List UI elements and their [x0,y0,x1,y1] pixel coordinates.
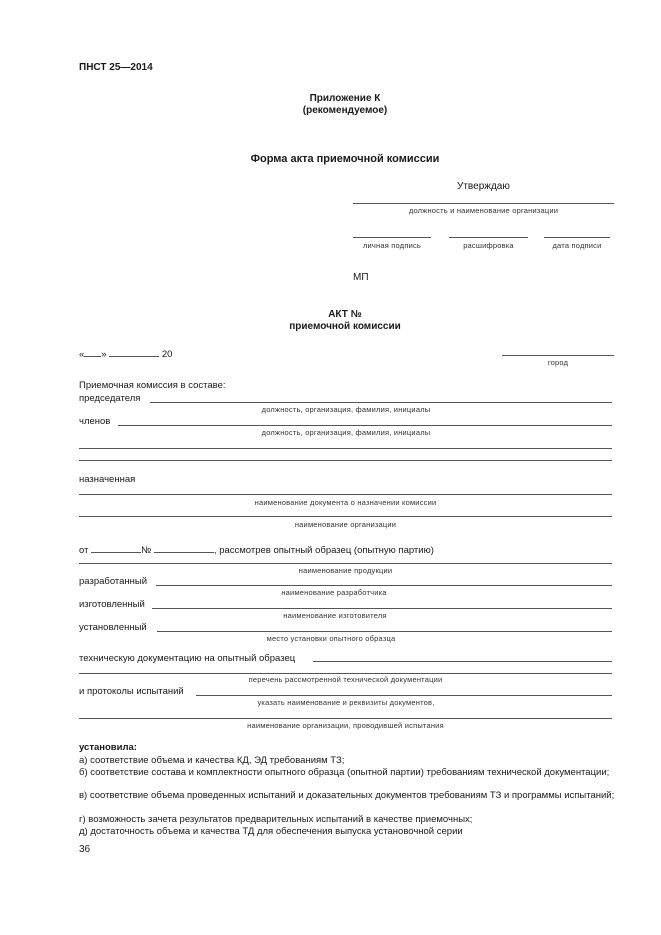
appointed-caption: наименование документа о назначении комиссии [254,498,437,507]
from-label: от [79,545,89,556]
finding-e: д) достаточность объема и качества ТД для обеспечения выпуска установочной серии [79,826,463,837]
position-line [353,203,614,204]
protocols-caption: указать наименование и реквизиты документов, [257,698,435,707]
developed-label: разработанный [79,576,148,587]
from-date-blank [91,542,141,553]
members-label: членов [79,416,111,427]
signature-caption: личная подпись [362,241,422,250]
commission-intro: Приемочная комиссия в составе: [79,380,226,391]
appointed-label: назначенная [79,474,136,485]
members-caption: должность, организация, фамилия, инициалы [261,428,431,437]
tech-doc-label: техническую документацию на опытный образец [79,653,296,664]
finding-c: в) соответствие объема проведенных испытаний и доказательных документов требованиям ТЗ и программы испытаний; [79,790,615,801]
city-line [502,355,614,356]
test-org-caption: наименование организации, проводившей испытания [247,721,444,730]
members-line-2 [79,448,612,449]
reviewed-text: , рассмотрев опытный образец (опытную партию) [213,545,434,556]
year-prefix: 20 [161,349,173,360]
protocols-label: и протоколы испытаний [79,686,184,697]
chairman-line [150,402,612,403]
close-quote: » [101,349,107,360]
date-field [79,346,172,360]
signature-line [353,237,431,238]
number-blank [154,542,214,553]
number-label: № [141,545,152,556]
developer-caption: наименование разработчика [281,588,387,597]
finding-d: г) возможность зачета результатов предварительных испытаний в качестве приемочных; [79,814,473,825]
protocols-line [196,695,612,696]
form-title: Форма акта приемочной комиссии [250,153,440,165]
date-caption: дата подписи [552,241,602,250]
appendix-note: (рекомендуемое) [302,105,388,116]
stamp-label: МП [353,272,369,283]
org-caption: наименование организации [294,520,397,529]
manufacturer-line [152,608,612,609]
members-line [118,425,612,426]
act-title: АКТ № [328,309,362,320]
tech-doc-line [313,661,612,662]
month-blank [109,346,159,357]
city-caption: город [547,358,569,367]
open-quote: « [79,349,85,360]
review-line [79,542,434,556]
installed-caption: место установки опытного образца [266,634,396,643]
date-line [544,237,610,238]
chairman-caption: должность, организация, фамилия, инициалы [261,405,431,414]
installed-label: установленный [79,622,147,633]
product-line [79,563,612,564]
appointed-line [79,494,612,495]
findings-heading: установила: [79,742,137,753]
chairman-label: председателя [79,393,141,404]
manufacturer-caption: наименование изготовителя [283,611,387,620]
test-org-line [79,718,612,719]
finding-b: б) соответствие состава и комплектности опытного образца (опытной партии) требованиям технической документации; [79,767,610,778]
standard-code: ПНСТ 25—2014 [79,62,153,73]
approval-label: Утверждаю [457,181,510,192]
manufactured-label: изготовленный [79,599,145,610]
developer-line [156,585,612,586]
org-line [79,516,612,517]
decode-line [449,237,528,238]
tech-doc-line-2 [79,673,612,674]
act-subtitle: приемочной комиссии [289,321,401,332]
product-caption: наименование продукции [298,566,393,575]
page-number: 36 [79,844,91,855]
finding-a: а) соответствие объема и качества КД, ЭД требованиям ТЗ; [79,755,345,766]
position-caption: должность и наименование организации [408,206,559,215]
tech-doc-caption: перечень рассмотренной технической документации [248,675,443,684]
day-blank [84,346,101,357]
members-line-3 [79,460,612,461]
appendix-title: Приложение К [309,93,381,104]
decode-caption: расшифровка [463,241,514,250]
installed-line [157,631,612,632]
